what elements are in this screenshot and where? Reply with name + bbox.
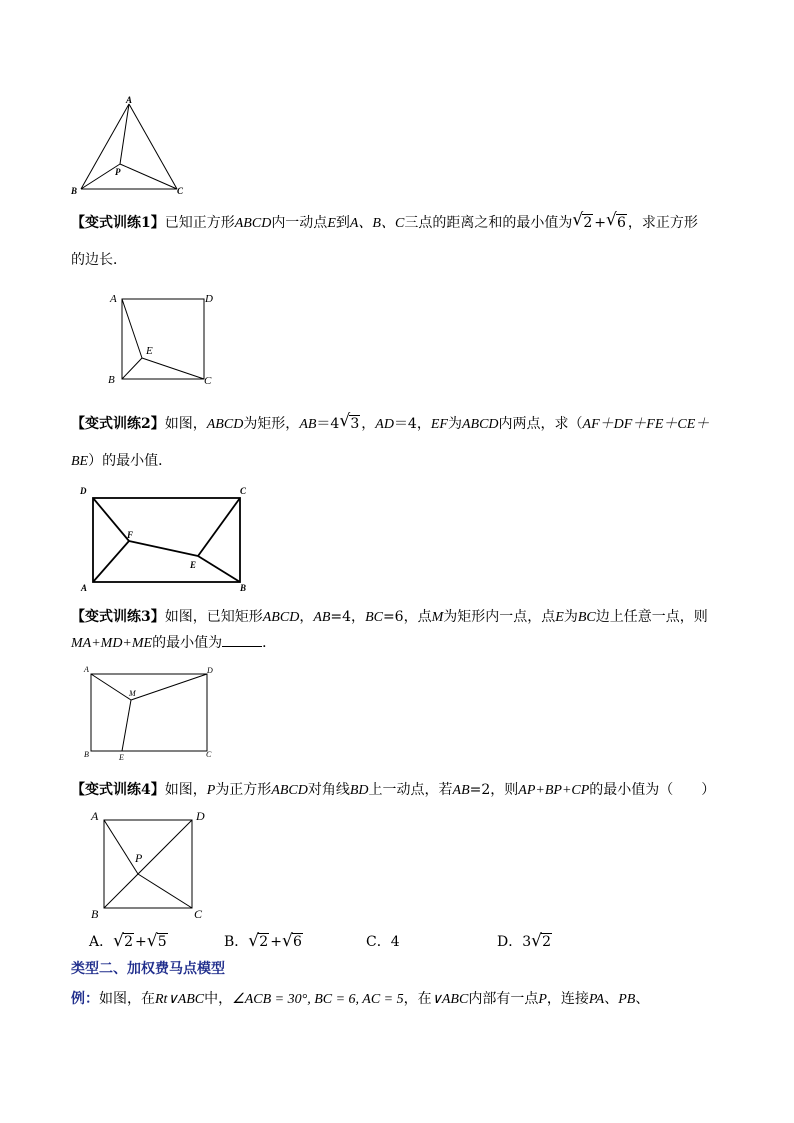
fig4-label-e: E bbox=[119, 753, 124, 762]
ex2-text: 为 bbox=[447, 416, 462, 432]
example-text: ，连接 bbox=[546, 991, 589, 1007]
figure-triangle-p bbox=[65, 94, 195, 196]
ex2-text: ＝4， bbox=[393, 416, 431, 432]
example-tag: 例： bbox=[71, 991, 99, 1007]
figure-rectangle-me bbox=[80, 662, 225, 764]
fig3-label-e: E bbox=[190, 560, 197, 570]
option-a-sqrt-5: √ 5 bbox=[148, 934, 168, 950]
example-text: 中， bbox=[204, 991, 233, 1007]
ex3-abcd: ABCD bbox=[262, 610, 300, 625]
ex1-text: ，求正方形 bbox=[627, 215, 698, 231]
ex1-plus: + bbox=[594, 215, 606, 231]
exercise-3-line-1 bbox=[71, 608, 708, 627]
fig3-label-c: C bbox=[240, 486, 247, 496]
ex3-text: ， bbox=[299, 609, 314, 625]
ex4-text: 对角线 bbox=[307, 782, 350, 798]
option-b-sqrt-2: √ 2 bbox=[249, 934, 269, 950]
example-text: 如图，在 bbox=[99, 991, 155, 1007]
ex1-sqrt-6: √ 6 bbox=[607, 214, 627, 232]
exercise-3-line-2 bbox=[71, 634, 276, 653]
fig4-label-a: A bbox=[84, 665, 89, 674]
fig2-label-b: B bbox=[108, 374, 115, 386]
ex1-text: 到 bbox=[335, 215, 350, 231]
ex4-text: =2，则 bbox=[469, 782, 519, 798]
fig3-label-d: D bbox=[80, 486, 87, 496]
ex4-ab: AB bbox=[452, 783, 470, 798]
option-d-label: D．3 bbox=[497, 934, 532, 950]
ex3-line2-text: 的最小值为 bbox=[152, 635, 223, 651]
ex3-bc: BC bbox=[365, 610, 383, 625]
exercise-2-line-1 bbox=[71, 415, 709, 434]
exercise-1-tag: 【变式训练1】 bbox=[71, 215, 165, 231]
section-heading: 类型二、加权费马点模型 bbox=[71, 961, 225, 977]
option-b-label: B． bbox=[224, 934, 249, 950]
example-rt: Rt bbox=[155, 992, 168, 1007]
example-text: 、 bbox=[635, 991, 650, 1007]
figure-rectangle-ef bbox=[76, 484, 256, 596]
ex2-text: 为矩形， bbox=[243, 416, 300, 432]
example-text: ，在 bbox=[403, 991, 432, 1007]
ex4-text: 为正方形 bbox=[215, 782, 272, 798]
ex3-e: E bbox=[555, 610, 564, 625]
ex1-e: E bbox=[327, 216, 336, 231]
option-a-plus: + bbox=[135, 934, 147, 950]
fig2-label-e: E bbox=[146, 345, 153, 357]
exercise-1-line-1 bbox=[71, 214, 698, 233]
example-triangle: ∨ABC bbox=[167, 992, 205, 1007]
fig3-label-f: F bbox=[127, 530, 134, 540]
figure-square-p bbox=[88, 806, 214, 922]
example-condition: ∠ACB = 30°, BC = 6, AC = 5 bbox=[232, 992, 404, 1007]
fig5-label-a: A bbox=[91, 809, 99, 823]
ex4-abcd: ABCD bbox=[271, 783, 308, 798]
ex3-text: 如图，已知矩形 bbox=[164, 609, 263, 625]
ex2-ad: AD bbox=[375, 417, 394, 432]
ex3-text: =4， bbox=[330, 609, 366, 625]
exercise-2-line-2 bbox=[71, 452, 172, 471]
ex1-line2: 的边长． bbox=[71, 252, 127, 268]
ex1-abcd: ABCD bbox=[234, 216, 272, 231]
exercise-4-tag: 【变式训练4】 bbox=[71, 782, 165, 798]
option-a[interactable] bbox=[89, 931, 169, 951]
ex4-bd: BD bbox=[349, 783, 369, 798]
ex1-points: A、B、C bbox=[349, 216, 405, 231]
fig4-label-d: D bbox=[207, 666, 213, 675]
ex4-text: 如图， bbox=[164, 782, 207, 798]
fig1-label-a: A bbox=[126, 95, 133, 105]
example-text: 内部有一点 bbox=[468, 991, 539, 1007]
option-b[interactable] bbox=[224, 931, 304, 951]
ex3-text: 为 bbox=[563, 609, 578, 625]
ex4-expr: AP+BP+CP bbox=[518, 783, 590, 798]
example-p: P bbox=[538, 992, 547, 1007]
ex3-bc2: BC bbox=[577, 610, 596, 625]
ex2-text: ＝4 bbox=[316, 416, 340, 432]
figure-square-e bbox=[104, 290, 220, 388]
fig3-label-b: B bbox=[240, 583, 247, 593]
option-c[interactable] bbox=[366, 931, 400, 951]
example-text: 、 bbox=[604, 991, 619, 1007]
fig1-label-p: P bbox=[115, 167, 121, 177]
ex1-text: 已知正方形 bbox=[164, 215, 235, 231]
ex3-line2-expr: MA+MD+ME bbox=[71, 636, 153, 651]
fig2-label-c: C bbox=[204, 375, 212, 387]
example-triangle: ∨ABC bbox=[431, 992, 469, 1007]
ex2-text: 内两点，求（ bbox=[498, 416, 583, 432]
ex4-p: P bbox=[206, 783, 216, 798]
exercise-4-line-1 bbox=[71, 781, 715, 800]
option-b-sqrt-6: √ 6 bbox=[283, 934, 303, 950]
ex2-ef: EF bbox=[430, 417, 448, 432]
option-c-label: C．4 bbox=[366, 934, 400, 950]
ex3-text: 边上任意一点，则 bbox=[595, 609, 708, 625]
ex1-sqrt-2: √ 2 bbox=[573, 214, 593, 232]
ex2-line2-expr: BE bbox=[71, 454, 89, 469]
ex2-expr: AF＋DF＋FE＋CE＋ bbox=[582, 417, 710, 432]
ex2-abcd: ABCD bbox=[206, 417, 244, 432]
example-pa: PA bbox=[588, 992, 605, 1007]
option-d[interactable] bbox=[497, 931, 553, 951]
ex4-text: 的最小值为（ ） bbox=[589, 782, 716, 798]
exercise-3-tag: 【变式训练3】 bbox=[71, 609, 165, 625]
fig4-label-c: C bbox=[206, 750, 212, 759]
fig1-label-b: B bbox=[71, 186, 78, 196]
fig4-label-m: M bbox=[129, 689, 136, 698]
option-a-label: A． bbox=[89, 934, 114, 950]
ex2-text: 如图， bbox=[164, 416, 207, 432]
fig3-label-a: A bbox=[81, 583, 88, 593]
ex3-ab: AB bbox=[313, 610, 331, 625]
ex2-sqrt-3: √ 3 bbox=[340, 415, 360, 433]
fig5-label-d: D bbox=[196, 809, 205, 823]
example-line bbox=[71, 990, 649, 1009]
fig4-label-b: B bbox=[84, 750, 89, 759]
option-a-sqrt-2: √ 2 bbox=[114, 934, 134, 950]
fig2-label-d: D bbox=[205, 293, 213, 305]
fig5-label-b: B bbox=[91, 907, 99, 921]
ex1-text: 三点的距离之和的最小值为 bbox=[404, 215, 573, 231]
ex2-abcd2: ABCD bbox=[461, 417, 499, 432]
ex2-line2-text: ）的最小值． bbox=[88, 453, 173, 469]
ex3-text: 为矩形内一点，点 bbox=[443, 609, 556, 625]
fig1-label-c: C bbox=[177, 186, 184, 196]
ex1-text: 内一动点 bbox=[271, 215, 328, 231]
ex4-text: 上一动点，若 bbox=[368, 782, 453, 798]
ex2-text: ， bbox=[361, 416, 376, 432]
answer-blank[interactable] bbox=[222, 634, 262, 647]
exercise-1-line-2 bbox=[71, 251, 127, 269]
option-b-plus: + bbox=[270, 934, 282, 950]
example-pb: PB bbox=[618, 992, 636, 1007]
option-d-sqrt-2: √ 2 bbox=[532, 934, 552, 950]
ex3-m: M bbox=[431, 610, 444, 625]
ex2-ab: AB bbox=[299, 417, 317, 432]
exercise-2-tag: 【变式训练2】 bbox=[71, 416, 165, 432]
fig2-label-a: A bbox=[110, 293, 117, 305]
fig5-label-p: P bbox=[135, 851, 143, 865]
fig5-label-c: C bbox=[194, 907, 203, 921]
ex3-text: =6，点 bbox=[382, 609, 432, 625]
ex3-line2-end: ． bbox=[262, 635, 277, 651]
